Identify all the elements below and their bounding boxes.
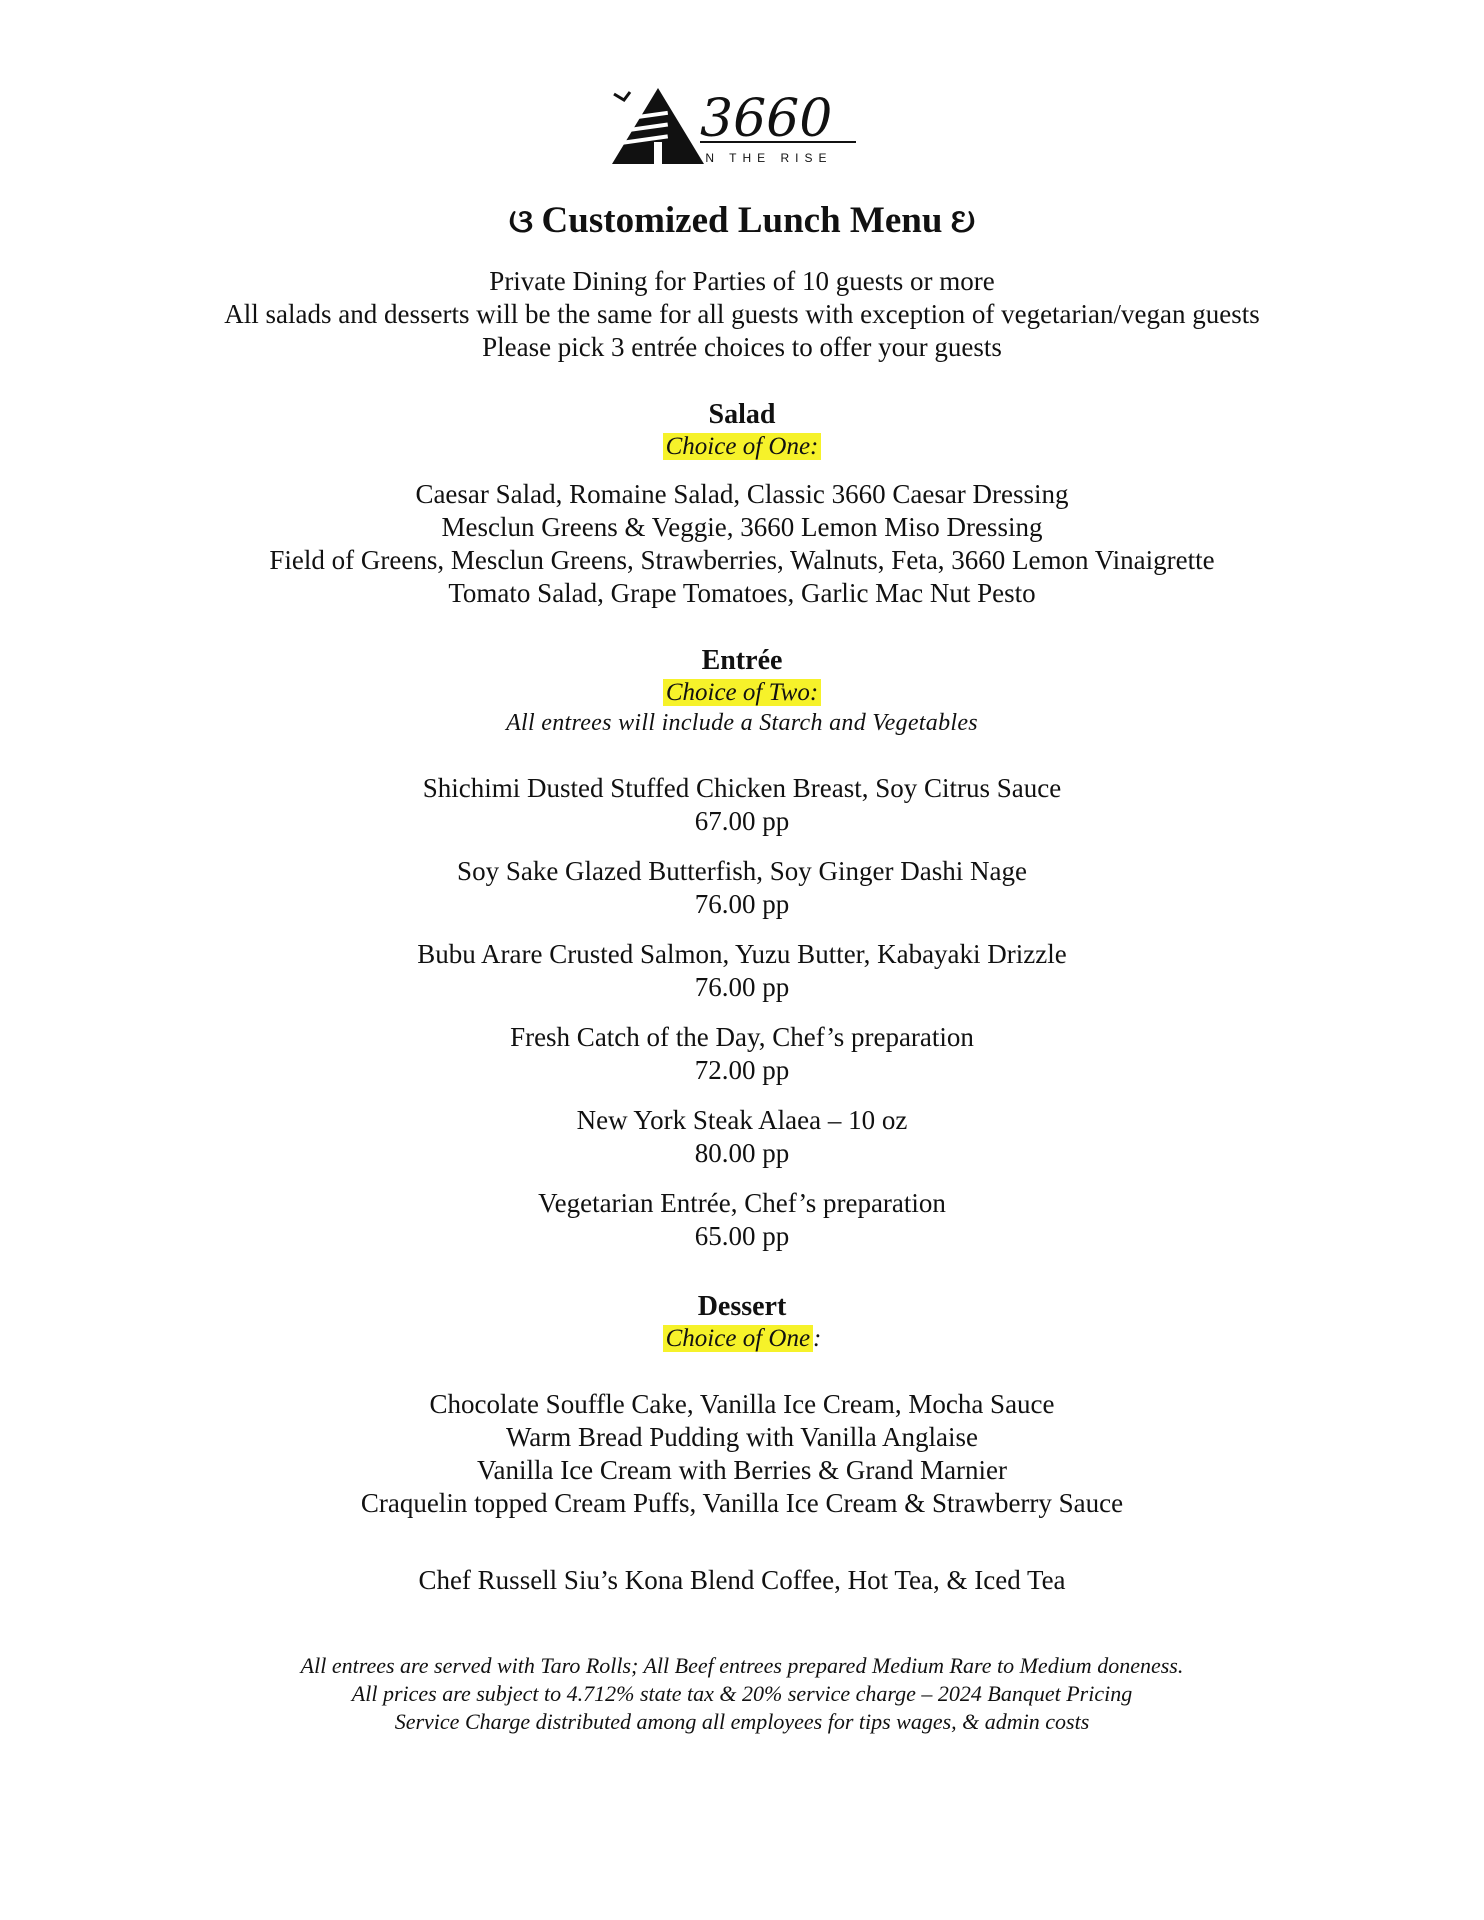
right-ornament-icon: ଓ <box>950 203 975 239</box>
salad-choice-text: Choice of One: <box>663 433 822 460</box>
beverages-line: Chef Russell Siu’s Kona Blend Coffee, Hot Tea, & Iced Tea <box>418 1565 1066 1595</box>
entree-name: Shichimi Dusted Stuffed Chicken Breast, Soy Citrus Sauce <box>422 773 1062 803</box>
footer-notes <box>0 1652 1484 1736</box>
entree-heading: Entrée <box>701 645 783 676</box>
salad-heading: Salad <box>708 399 776 430</box>
footer-line: All prices are subject to 4.712% state tax & 20% service charge – 2024 Banquet Pricing <box>351 1681 1133 1706</box>
entree-price: 76.00 pp <box>694 889 790 919</box>
dessert-choice <box>0 1324 1484 1354</box>
dessert-items <box>0 1388 1484 1520</box>
dessert-item: Chocolate Souffle Cake, Vanilla Ice Cream, Mocha Sauce <box>429 1389 1055 1419</box>
entree-item <box>0 1021 1484 1087</box>
entree-section <box>0 644 1484 738</box>
dessert-choice-text: Choice of One <box>663 1325 813 1352</box>
entree-item <box>0 938 1484 1004</box>
logo-numerals: 3660 <box>700 89 833 149</box>
salad-item: Tomato Salad, Grape Tomatoes, Garlic Mac Nut Pesto <box>448 578 1036 608</box>
entree-item <box>0 1187 1484 1253</box>
logo-tagline: ON THE RISE <box>690 151 833 165</box>
beverages-block <box>0 1564 1484 1597</box>
dessert-item: Vanilla Ice Cream with Berries & Grand Marnier <box>476 1455 1008 1485</box>
dessert-heading: Dessert <box>697 1291 787 1322</box>
salad-item: Caesar Salad, Romaine Salad, Classic 3660 Caesar Dressing <box>415 479 1069 509</box>
entree-price: 67.00 pp <box>694 806 790 836</box>
menu-title-text: Customized Lunch Menu <box>541 200 943 241</box>
intro-block <box>0 265 1484 364</box>
intro-line: All salads and desserts will be the same for all guests with exception of vegetarian/vegan guests <box>224 299 1260 329</box>
dessert-item: Craquelin topped Cream Puffs, Vanilla Ice Cream & Strawberry Sauce <box>360 1488 1124 1518</box>
footer-line: Service Charge distributed among all employees for tips wages, & admin costs <box>394 1709 1090 1734</box>
entree-price: 72.00 pp <box>694 1055 790 1085</box>
entree-items <box>0 772 1484 1270</box>
entree-item <box>0 1104 1484 1170</box>
entree-price: 80.00 pp <box>694 1138 790 1168</box>
intro-line: Please pick 3 entrée choices to offer your guests <box>482 332 1002 362</box>
entree-name: New York Steak Alaea – 10 oz <box>576 1105 908 1135</box>
salad-items <box>0 478 1484 610</box>
entree-choice <box>0 678 1484 708</box>
menu-title <box>0 198 1484 244</box>
entree-price: 76.00 pp <box>694 972 790 1002</box>
footer-line: All entrees are served with Taro Rolls; All Beef entrees prepared Medium Rare to Medium doneness. <box>300 1653 1184 1678</box>
dessert-item: Warm Bread Pudding with Vanilla Anglaise <box>505 1422 978 1452</box>
salad-choice <box>0 432 1484 462</box>
entree-name: Bubu Arare Crusted Salmon, Yuzu Butter, Kabayaki Drizzle <box>417 939 1067 969</box>
salad-item: Mesclun Greens & Veggie, 3660 Lemon Miso Dressing <box>441 512 1043 542</box>
entree-item <box>0 855 1484 921</box>
dessert-choice-suffix: : <box>813 1325 822 1352</box>
entree-choice-text: Choice of Two: <box>663 679 821 706</box>
salad-item: Field of Greens, Mesclun Greens, Strawberries, Walnuts, Feta, 3660 Lemon Vinaigrette <box>269 545 1215 575</box>
left-ornament-icon: ଓ <box>509 203 534 239</box>
entree-name: Soy Sake Glazed Butterfish, Soy Ginger Dashi Nage <box>457 856 1027 886</box>
intro-line: Private Dining for Parties of 10 guests or more <box>489 266 995 296</box>
entree-price: 65.00 pp <box>694 1221 790 1251</box>
entree-name: Fresh Catch of the Day, Chef’s preparation <box>510 1022 974 1052</box>
dessert-section <box>0 1290 1484 1354</box>
salad-section <box>0 398 1484 462</box>
entree-name: Vegetarian Entrée, Chef’s preparation <box>538 1188 946 1218</box>
entree-note: All entrees will include a Starch and Vegetables <box>506 710 978 736</box>
entree-item <box>0 772 1484 838</box>
